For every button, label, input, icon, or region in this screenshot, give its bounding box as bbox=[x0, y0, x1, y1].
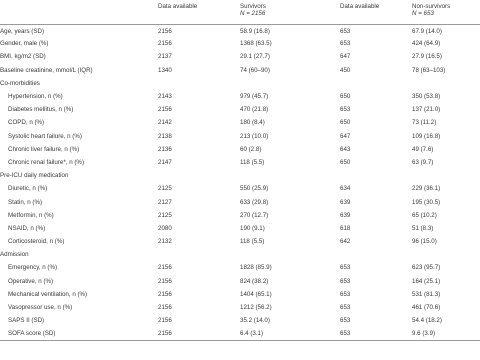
cell-survivors: 470 (21.8) bbox=[240, 106, 269, 114]
table-row bbox=[0, 182, 480, 195]
cell-survivors bbox=[240, 248, 340, 261]
cell-survivors: 270 (12.7) bbox=[240, 211, 269, 219]
cell-data-available-survivors bbox=[158, 248, 240, 261]
cell-survivors: 190 (9.1) bbox=[240, 224, 265, 232]
cell-survivors: 1212 (56.2) bbox=[240, 304, 272, 312]
row-label: NSAID, n (%) bbox=[8, 224, 46, 232]
row-label: Chronic renal failure*, n (%) bbox=[8, 158, 84, 166]
cell-data-available-nonsurvivors: 653 bbox=[340, 317, 351, 325]
table-row bbox=[0, 222, 480, 235]
cell-survivors: 213 (10.0) bbox=[240, 132, 269, 140]
cell-nonsurvivors: 65 (10.2) bbox=[412, 211, 437, 219]
cell-data-available-nonsurvivors: 650 bbox=[340, 158, 351, 166]
table-row bbox=[0, 288, 480, 301]
row-label: Co-morbidities bbox=[0, 79, 40, 87]
cell-nonsurvivors: 623 (95.7) bbox=[412, 264, 441, 272]
cell-survivors: 35.2 (14.0) bbox=[240, 317, 270, 325]
row-label: Diuretic, n (%) bbox=[8, 185, 48, 193]
cell-data-available-survivors: 2156 bbox=[158, 304, 172, 312]
cell-survivors: 6.4 (3.1) bbox=[240, 327, 340, 340]
cell-data-available-nonsurvivors bbox=[340, 248, 412, 261]
table-body bbox=[0, 24, 480, 341]
cell-data-available-nonsurvivors: 653 bbox=[340, 40, 351, 48]
cell-nonsurvivors: 109 (16.8) bbox=[412, 132, 441, 140]
cell-survivors: 29.1 (27.7) bbox=[240, 53, 270, 61]
cell-nonsurvivors: 350 (53.8) bbox=[412, 93, 441, 101]
cell-nonsurvivors: 531 (81.3) bbox=[412, 290, 441, 298]
table-row bbox=[0, 90, 480, 103]
cell-survivors: 1368 (63.5) bbox=[240, 40, 272, 48]
cell-data-available-survivors: 2156 bbox=[158, 264, 172, 272]
cell-survivors: 60 (2.8) bbox=[240, 145, 262, 153]
cell-nonsurvivors: 96 (15.0) bbox=[412, 238, 437, 246]
row-label: Age, years (SD) bbox=[0, 27, 45, 35]
cell-data-available-nonsurvivors bbox=[340, 77, 412, 90]
cell-data-available-survivors: 2136 bbox=[158, 145, 172, 153]
cell-nonsurvivors bbox=[412, 77, 480, 90]
cell-data-available-nonsurvivors: 618 bbox=[340, 224, 351, 232]
row-label: Corticosteroid, n (%) bbox=[8, 238, 65, 246]
row-label: Hypertension, n (%) bbox=[8, 93, 63, 101]
cell-survivors: 979 (45.7) bbox=[240, 93, 269, 101]
cell-data-available-nonsurvivors: 634 bbox=[340, 185, 351, 193]
row-label: Systolic heart failure, n (%) bbox=[8, 132, 82, 140]
row-label: Baseline creatinine, mmol/L (IQR) bbox=[0, 66, 93, 74]
section-row bbox=[0, 169, 480, 182]
cell-data-available-survivors: 2080 bbox=[158, 224, 172, 232]
header-data-available-survivors: Data available bbox=[158, 0, 240, 24]
table-row bbox=[0, 116, 480, 129]
table-row bbox=[0, 327, 480, 340]
survivors-n: N = 2156 bbox=[240, 10, 266, 18]
cell-data-available-survivors bbox=[158, 169, 240, 182]
cell-data-available-survivors: 2156 bbox=[158, 27, 172, 35]
cell-data-available-nonsurvivors bbox=[340, 169, 412, 182]
cell-data-available-survivors: 2147 bbox=[158, 158, 172, 166]
cell-data-available-survivors: 1340 bbox=[158, 66, 172, 74]
cell-data-available-survivors: 2156 bbox=[158, 40, 172, 48]
row-label: SOFA score (SD) bbox=[0, 327, 158, 340]
header-row bbox=[0, 0, 480, 24]
row-label: Gender, male (%) bbox=[0, 40, 49, 48]
cell-data-available-nonsurvivors: 647 bbox=[340, 132, 351, 140]
cell-nonsurvivors: 67.9 (14.0) bbox=[412, 27, 442, 35]
cell-data-available-nonsurvivors: 653 bbox=[340, 264, 351, 272]
cell-survivors: 180 (8.4) bbox=[240, 119, 265, 127]
cell-nonsurvivors: 73 (11.2) bbox=[412, 119, 437, 127]
header-survivors bbox=[240, 0, 340, 24]
cell-nonsurvivors: 461 (70.6) bbox=[412, 304, 441, 312]
cell-survivors: 1828 (85.9) bbox=[240, 264, 272, 272]
cell-data-available-nonsurvivors: 650 bbox=[340, 119, 351, 127]
table-row bbox=[0, 143, 480, 156]
table-row bbox=[0, 37, 480, 50]
cell-data-available-nonsurvivors: 450 bbox=[340, 66, 351, 74]
row-label: COPD, n (%) bbox=[8, 119, 45, 127]
table-row bbox=[0, 50, 480, 63]
cell-nonsurvivors bbox=[412, 248, 480, 261]
cell-nonsurvivors: 195 (30.5) bbox=[412, 198, 441, 206]
cell-nonsurvivors: 54.4 (18.2) bbox=[412, 317, 442, 325]
cell-data-available-survivors: 2132 bbox=[158, 238, 172, 246]
row-label: Metformin, n (%) bbox=[8, 211, 54, 219]
section-row bbox=[0, 77, 480, 90]
cell-data-available-survivors: 2125 bbox=[158, 185, 172, 193]
nonsurvivors-title: Non-survivors bbox=[412, 3, 451, 10]
row-label: Admission bbox=[0, 251, 29, 259]
cell-survivors: 118 (5.5) bbox=[240, 238, 265, 246]
cell-nonsurvivors: 63 (9.7) bbox=[412, 158, 434, 166]
cell-survivors: 58.9 (16.8) bbox=[240, 27, 270, 35]
row-label: Pre-ICU daily medication bbox=[0, 172, 69, 180]
cell-nonsurvivors: 51 (8.3) bbox=[412, 224, 434, 232]
header-label-cell bbox=[0, 0, 158, 24]
cell-data-available-survivors: 2137 bbox=[158, 53, 172, 61]
cell-data-available-survivors: 2127 bbox=[158, 198, 172, 206]
cell-nonsurvivors bbox=[412, 169, 480, 182]
cell-data-available-nonsurvivors: 653 bbox=[340, 290, 351, 298]
cell-data-available-nonsurvivors: 653 bbox=[340, 327, 412, 340]
cell-data-available-nonsurvivors: 639 bbox=[340, 211, 351, 219]
cell-nonsurvivors: 27.9 (16.5) bbox=[412, 53, 442, 61]
row-label: Mechanical ventilation, n (%) bbox=[8, 290, 88, 298]
cell-survivors: 550 (25.9) bbox=[240, 185, 269, 193]
row-label: Emergency, n (%) bbox=[8, 264, 58, 272]
cell-survivors: 118 (5.5) bbox=[240, 158, 265, 166]
cell-survivors bbox=[240, 77, 340, 90]
cell-data-available-nonsurvivors: 643 bbox=[340, 145, 351, 153]
cell-nonsurvivors: 9.6 (3.9) bbox=[412, 327, 480, 340]
cell-nonsurvivors: 49 (7.6) bbox=[412, 145, 434, 153]
table-header bbox=[0, 0, 480, 24]
table-row bbox=[0, 209, 480, 222]
cell-data-available-nonsurvivors: 653 bbox=[340, 277, 351, 285]
header-data-available-nonsurvivors: Data available bbox=[340, 0, 412, 24]
cell-nonsurvivors: 78 (63–103) bbox=[412, 66, 446, 74]
cell-data-available-survivors: 2142 bbox=[158, 119, 172, 127]
header-nonsurvivors bbox=[412, 0, 480, 24]
cell-nonsurvivors: 137 (21.0) bbox=[412, 106, 441, 114]
cell-survivors bbox=[240, 169, 340, 182]
cell-data-available-survivors: 2138 bbox=[158, 132, 172, 140]
cell-survivors: 1404 (65.1) bbox=[240, 290, 272, 298]
table-row bbox=[0, 24, 480, 37]
row-label: Vasopressor use, n (%) bbox=[8, 304, 73, 312]
section-row bbox=[0, 248, 480, 261]
cell-nonsurvivors: 229 (36.1) bbox=[412, 185, 441, 193]
cell-data-available-survivors: 2125 bbox=[158, 211, 172, 219]
row-label: Statin, n (%) bbox=[8, 198, 43, 206]
table-row bbox=[0, 275, 480, 288]
survivors-title: Survivors bbox=[240, 3, 266, 10]
table-row bbox=[0, 235, 480, 248]
cell-data-available-nonsurvivors: 647 bbox=[340, 53, 351, 61]
cell-survivors: 824 (38.2) bbox=[240, 277, 269, 285]
row-label: Chronic liver failure, n (%) bbox=[8, 145, 80, 153]
table-row bbox=[0, 156, 480, 169]
nonsurvivors-n: N = 653 bbox=[412, 10, 434, 18]
cell-data-available-survivors: 2156 bbox=[158, 317, 172, 325]
cell-data-available-nonsurvivors: 653 bbox=[340, 304, 351, 312]
table-row bbox=[0, 314, 480, 327]
cell-data-available-nonsurvivors: 653 bbox=[340, 27, 351, 35]
table-row bbox=[0, 64, 480, 77]
table-row bbox=[0, 103, 480, 116]
cell-data-available-nonsurvivors: 639 bbox=[340, 198, 351, 206]
cell-data-available-nonsurvivors: 642 bbox=[340, 238, 351, 246]
cell-data-available-survivors: 2143 bbox=[158, 93, 172, 101]
cell-nonsurvivors: 164 (25.1) bbox=[412, 277, 441, 285]
table-row bbox=[0, 195, 480, 208]
row-label: SAPS II (SD) bbox=[8, 317, 45, 325]
cell-survivors: 633 (29.8) bbox=[240, 198, 269, 206]
table-row bbox=[0, 130, 480, 143]
cell-survivors: 74 (60–90) bbox=[240, 66, 270, 74]
cell-data-available-survivors: 2156 bbox=[158, 290, 172, 298]
cell-nonsurvivors: 424 (64.9) bbox=[412, 40, 441, 48]
table-row bbox=[0, 261, 480, 274]
cell-data-available-survivors bbox=[158, 77, 240, 90]
cell-data-available-survivors: 2156 bbox=[158, 106, 172, 114]
row-label: BMI, kg/m2 (SD) bbox=[0, 53, 46, 61]
cell-data-available-survivors: 2156 bbox=[158, 327, 240, 340]
cell-data-available-survivors: 2156 bbox=[158, 277, 172, 285]
table-row bbox=[0, 301, 480, 314]
row-label: Diabetes mellitus, n (%) bbox=[8, 106, 74, 114]
row-label: Operative, n (%) bbox=[8, 277, 54, 285]
cell-data-available-nonsurvivors: 650 bbox=[340, 93, 351, 101]
cell-data-available-nonsurvivors: 653 bbox=[340, 106, 351, 114]
